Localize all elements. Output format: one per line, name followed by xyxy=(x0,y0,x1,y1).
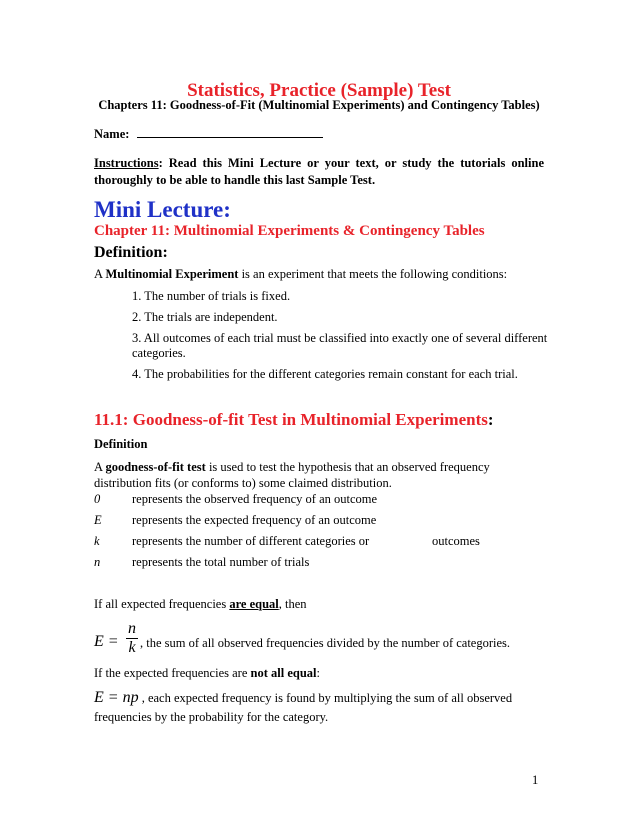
conditions-list xyxy=(132,289,552,388)
page-subtitle: Chapters 11: Goodness-of-Fit (Multinomial Experiments) and Contingency Tables) xyxy=(98,98,540,112)
equal-suffix: , then xyxy=(278,597,307,611)
formula2-description: , each expected frequency is found by multiplying the sum of all observed frequencies by the probability for the category. xyxy=(94,691,513,724)
symbol: n xyxy=(94,555,101,569)
fraction-n-over-k xyxy=(126,620,138,657)
instructions-paragraph xyxy=(94,155,544,189)
fraction-numerator: n xyxy=(128,620,136,637)
chapter-heading: Chapter 11: Multinomial Experiments & Contingency Tables xyxy=(94,223,485,239)
symbol: E xyxy=(94,513,102,527)
condition-item: 2. The trials are independent. xyxy=(132,310,278,324)
not-equal-suffix: : xyxy=(316,666,320,680)
instructions-label: Instructions xyxy=(94,156,159,170)
definition-rest: is an experiment that meets the following conditions: xyxy=(238,267,508,281)
symbol-definitions xyxy=(94,492,554,576)
not-equal-prefix: If the expected frequencies are xyxy=(94,666,251,680)
fraction-denominator: k xyxy=(128,639,136,656)
name-blank-line[interactable] xyxy=(137,126,323,138)
definition-prefix: A xyxy=(94,267,106,281)
definition-term: Multinomial Experiment xyxy=(105,267,239,281)
symbol-description: represents the total number of trials xyxy=(132,555,310,569)
symbol-row xyxy=(94,555,554,576)
mini-lecture-title: Mini Lecture: xyxy=(94,197,231,222)
section-heading xyxy=(94,410,494,430)
formula2-expression: E = np xyxy=(94,689,139,706)
gof-term: goodness-of-fit test xyxy=(105,460,206,474)
section-definition-label: Definition xyxy=(94,437,148,451)
not-equal-frequencies-text xyxy=(94,666,320,681)
page-number: 1 xyxy=(532,773,539,787)
formula1-description: , the sum of all observed frequencies divided by the number of categories. xyxy=(140,636,511,650)
gof-prefix: A xyxy=(94,460,106,474)
formula-not-equal-frequencies xyxy=(94,688,534,727)
equal-frequencies-text xyxy=(94,597,307,612)
definition-heading: Definition: xyxy=(94,244,168,261)
symbol-description: represents the observed frequency of an outcome xyxy=(132,492,378,506)
condition-item: 4. The probabilities for the different categories remain constant for each trial. xyxy=(132,367,518,381)
section-heading-text: 11.1: Goodness-of-fit Test in Multinomial Experiments xyxy=(94,410,488,429)
definition-text xyxy=(94,267,507,282)
symbol: k xyxy=(94,534,100,548)
instructions-text: : Read this Mini Lecture or your text, or study the tutorials online thoroughly to be able to handle this last Sample Test. xyxy=(94,156,544,187)
condition-item: 3. All outcomes of each trial must be classified into exactly one of several different categories. xyxy=(132,331,548,360)
equal-prefix: If all expected frequencies xyxy=(94,597,230,611)
symbol-row xyxy=(94,513,554,534)
symbol-description-extra: outcomes xyxy=(432,534,480,548)
section-heading-colon: : xyxy=(487,410,494,429)
page-title: Statistics, Practice (Sample) Test xyxy=(187,80,451,101)
symbol-description: represents the number of different categories or xyxy=(132,534,370,548)
name-label: Name: xyxy=(94,127,130,141)
symbol: 0 xyxy=(94,492,101,506)
symbol-row xyxy=(94,534,554,555)
symbol-description: represents the expected frequency of an outcome xyxy=(132,513,377,527)
name-field-row xyxy=(94,126,323,142)
goodness-of-fit-definition xyxy=(94,459,514,491)
formula1-lhs: E = xyxy=(94,633,119,650)
equal-term: are equal xyxy=(229,597,279,611)
gof-rest: is used to test the hypothesis that an observed frequency distribution fits (or conforms to) some claimed distribution. xyxy=(94,460,490,490)
not-equal-term: not all equal xyxy=(250,666,317,680)
symbol-row xyxy=(94,492,554,513)
condition-item: 1. The number of trials is fixed. xyxy=(132,289,291,303)
